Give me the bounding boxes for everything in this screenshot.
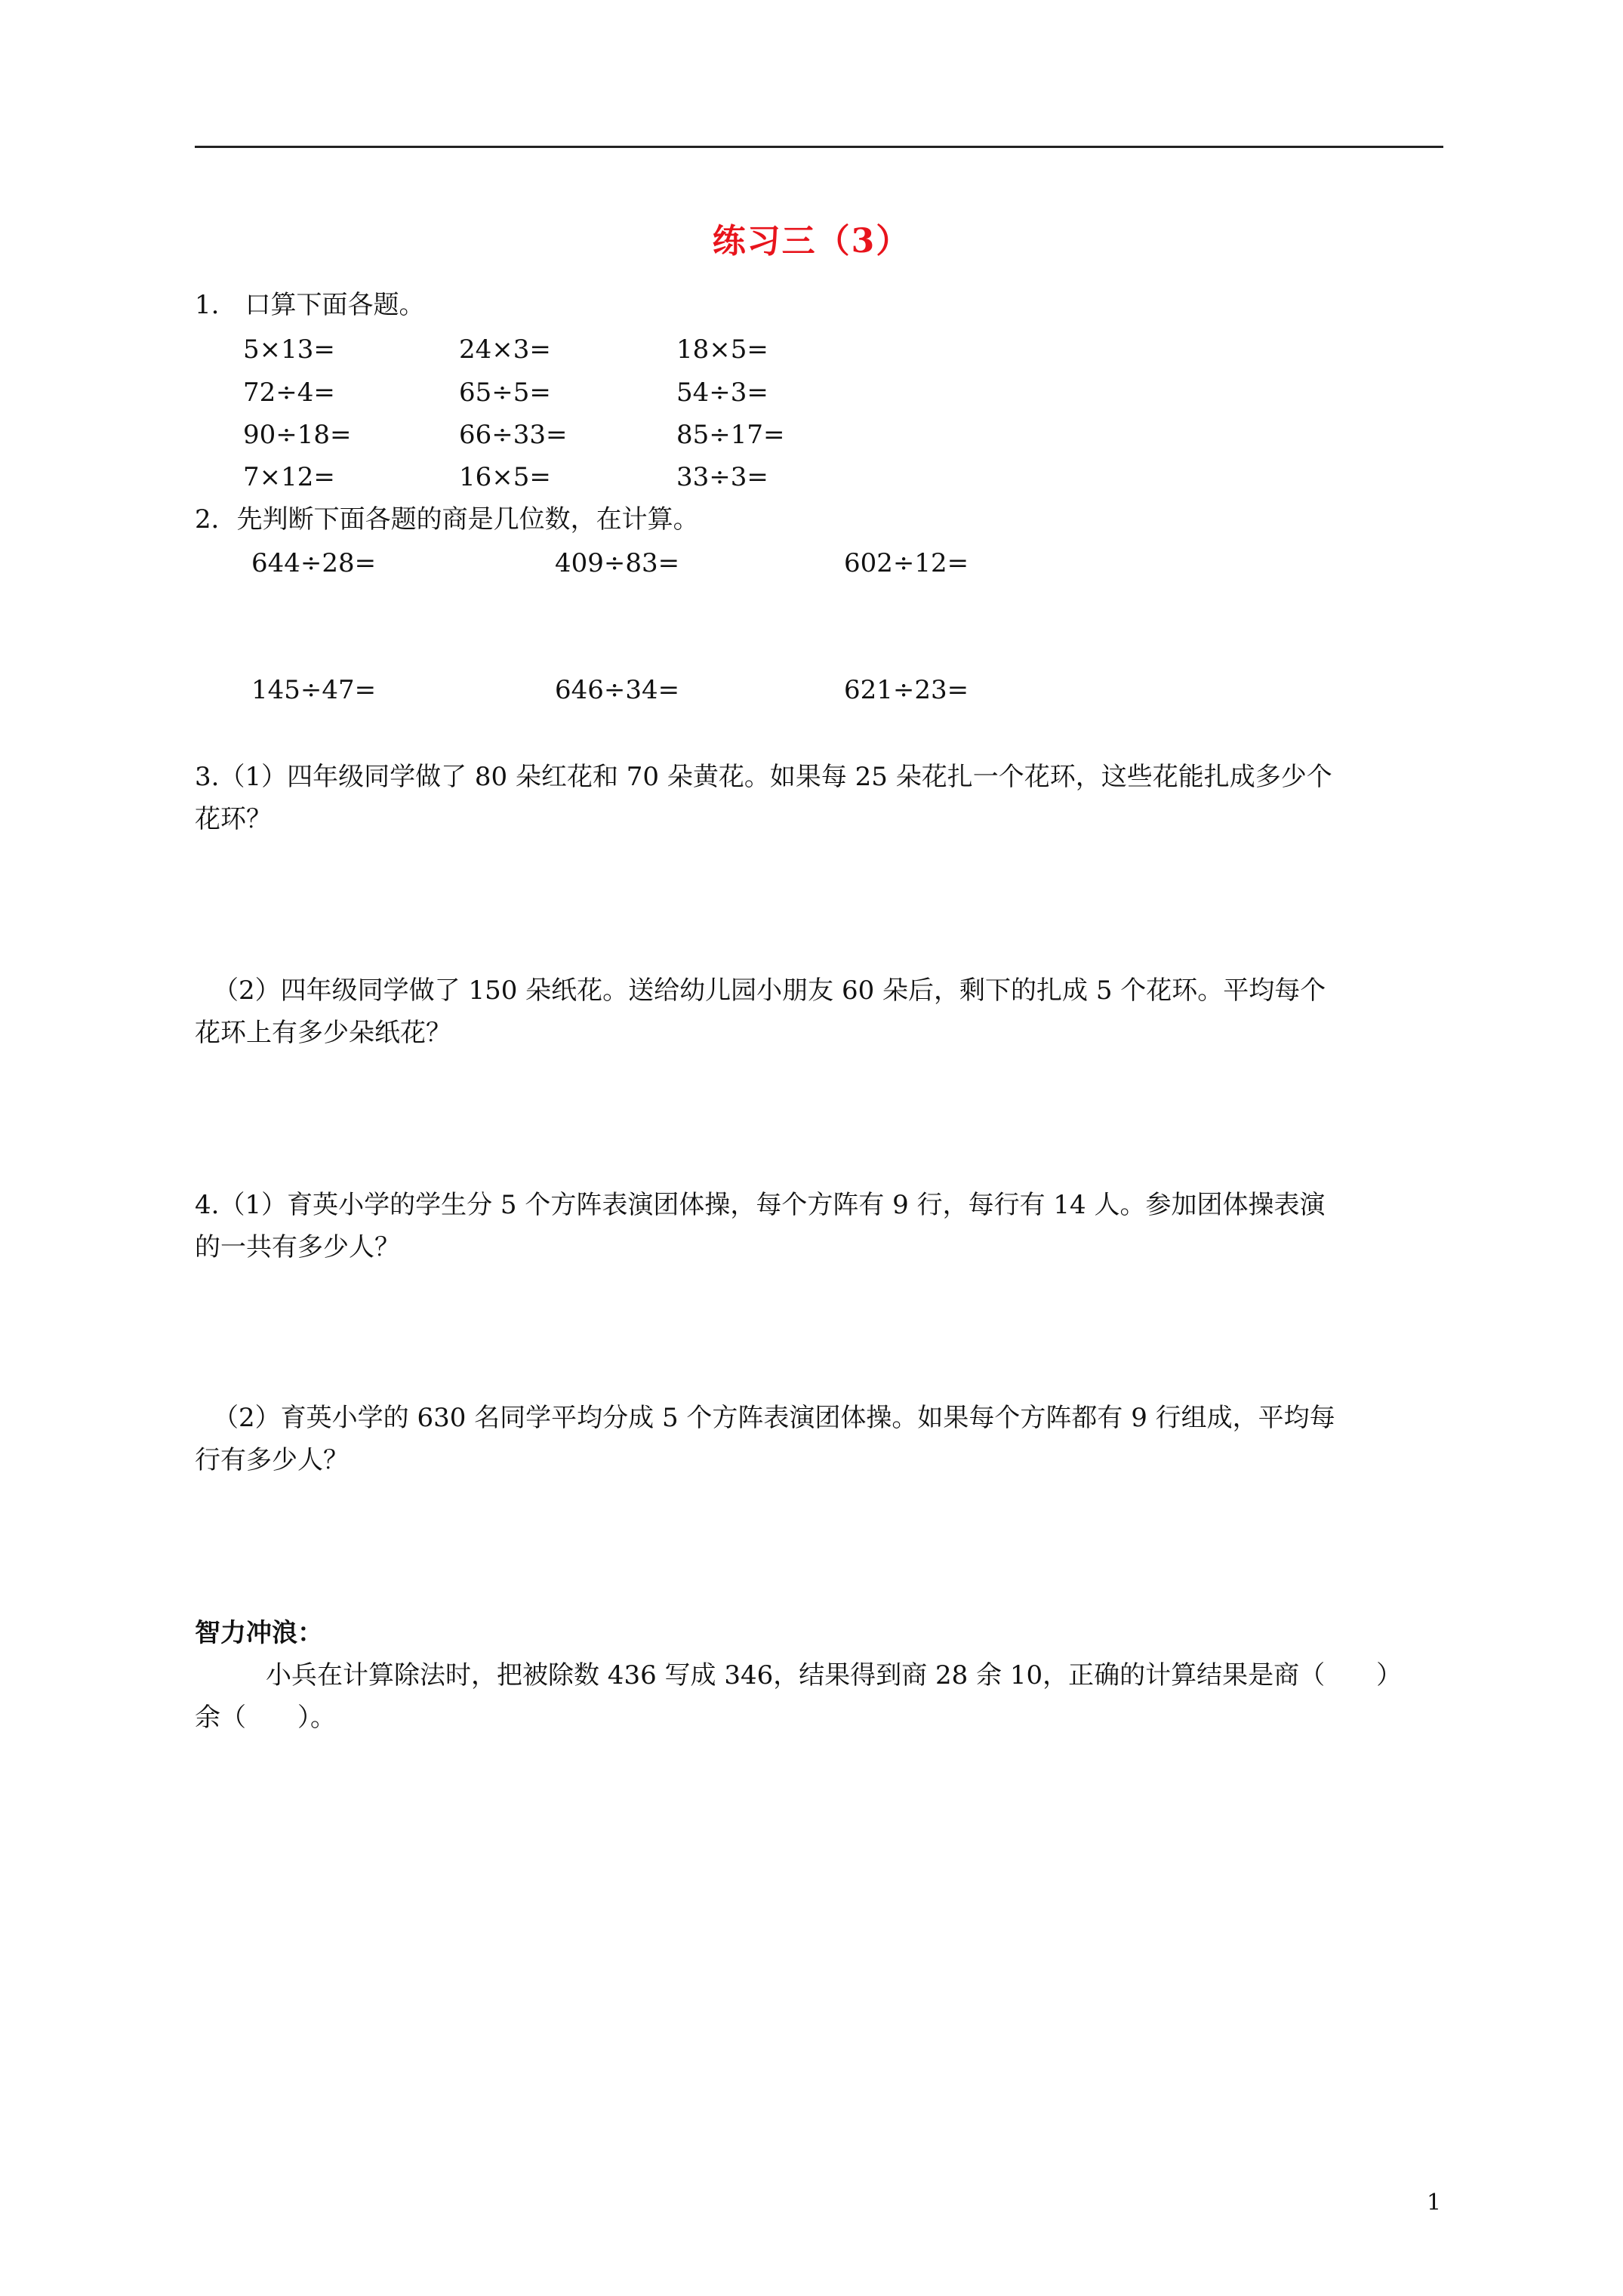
q1-item: 16×5= [459,462,551,492]
q1-item: 33÷3= [676,462,768,492]
page-number: 1 [1427,2190,1442,2216]
page-title: 练习三（3） [712,222,911,260]
q1-item: 18×5= [676,334,768,365]
bonus-line1: 小兵在计算除法时，把被除数 436 写成 346，结果得到商 28 余 10，正确的计算结果是商（ ） [266,1660,1403,1690]
q3-part1-line1: 3.（1）四年级同学做了 80 朵红花和 70 朵黄花。如果每 25 朵花扎一个花环，这些花能扎成多少个 [195,762,1332,792]
q4-part2-line2: 行有多少人？ [195,1445,349,1475]
q1-item: 5×13= [243,334,335,365]
q3-part1-line2: 花环？ [195,804,272,834]
q2-item: 409÷83= [555,548,680,578]
q1-heading: 1. 口算下面各题。 [195,290,425,320]
bonus-heading: 智力冲浪： [195,1618,323,1648]
q1-item: 24×3= [459,334,551,365]
bonus-line2: 余（ ）。 [195,1703,336,1733]
q2-item: 644÷28= [251,548,377,578]
q2-item: 646÷34= [555,675,680,705]
q1-item: 90÷18= [243,420,352,450]
q3-part2-line2: 花环上有多少朵纸花？ [195,1018,451,1048]
q1-item: 7×12= [243,462,335,492]
q1-item: 66÷33= [459,420,568,450]
q2-item: 145÷47= [251,675,377,705]
q4-part1-line1: 4.（1）育英小学的学生分 5 个方阵表演团体操，每个方阵有 9 行，每行有 14 人。参加团体操表演 [195,1190,1326,1220]
q2-heading: 2．先判断下面各题的商是几位数，在计算。 [195,504,699,535]
q1-item: 85÷17= [676,420,785,450]
q2-item: 621÷23= [844,675,969,705]
q1-item: 54÷3= [676,378,768,408]
q4-part1-line2: 的一共有多少人？ [195,1232,400,1262]
q1-item: 72÷4= [243,378,335,408]
header-rule [195,146,1443,148]
q4-part2-line1: （2）育英小学的 630 名同学平均分成 5 个方阵表演团体操。如果每个方阵都有 9 行组成，平均每 [213,1403,1335,1433]
q3-part2-line1: （2）四年级同学做了 150 朵纸花。送给幼儿园小朋友 60 朵后，剩下的扎成 5 个花环。平均每个 [213,975,1326,1006]
q1-item: 65÷5= [459,378,551,408]
q2-item: 602÷12= [844,548,969,578]
